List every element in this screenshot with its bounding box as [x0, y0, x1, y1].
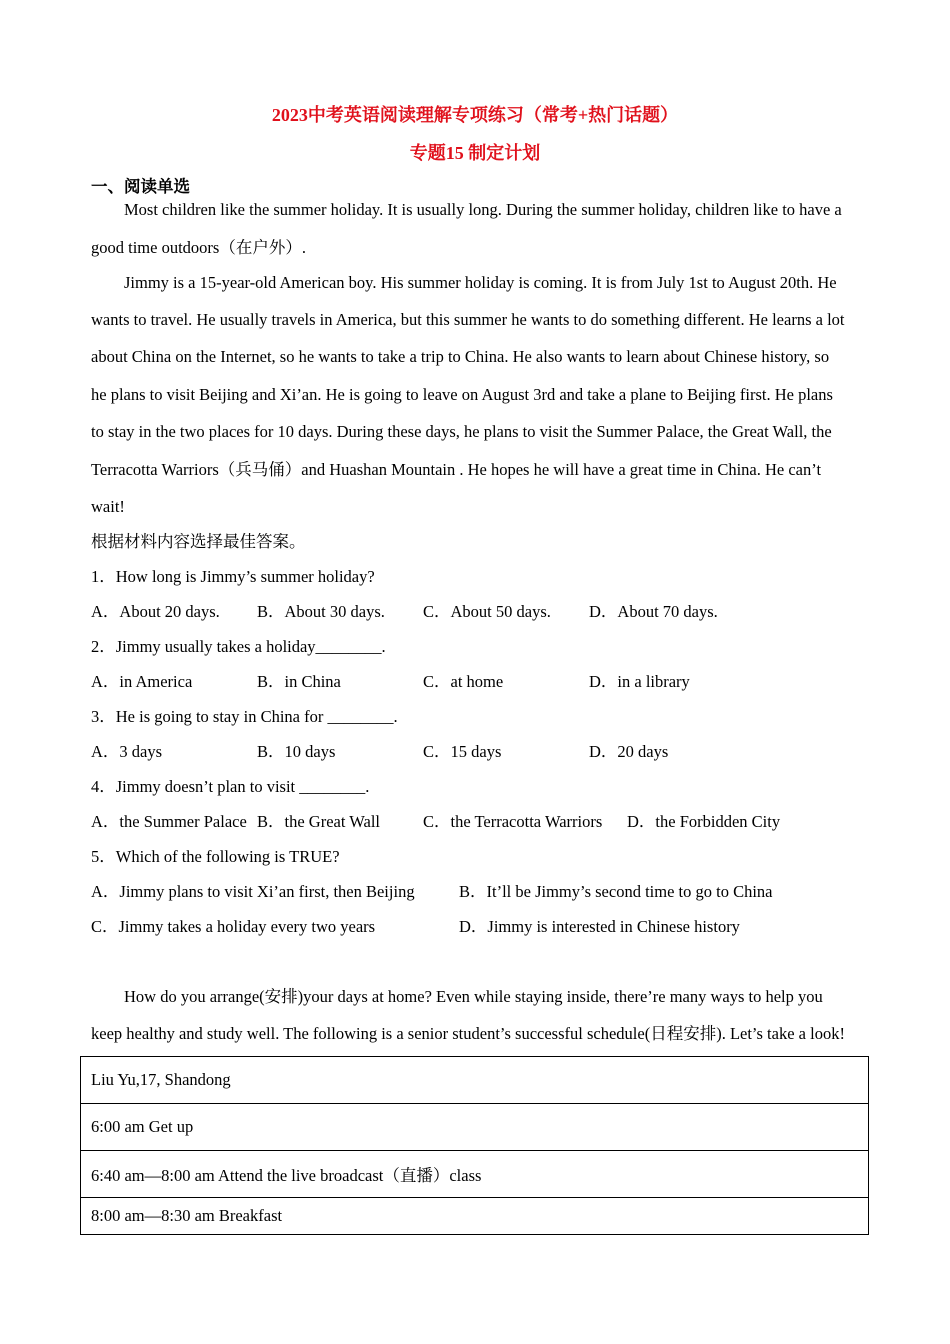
table-row: [81, 1198, 869, 1235]
answer-option[interactable]: D．the Forbidden City: [627, 812, 781, 831]
passage-line: Most children like the summer holiday. It is usually long. During the summer holiday, children like to have a: [124, 200, 842, 219]
answer-option[interactable]: C．at home: [423, 672, 504, 691]
answer-option[interactable]: C．15 days: [423, 742, 502, 761]
answer-option[interactable]: C．About 50 days.: [423, 602, 551, 621]
answer-option[interactable]: B．the Great Wall: [257, 812, 381, 831]
answer-option[interactable]: D．in a library: [589, 672, 690, 691]
question-stem: 2．Jimmy usually takes a holiday________.: [91, 637, 386, 656]
document-title: 2023中考英语阅读理解专项练习（常考+热门话题）: [271, 105, 679, 125]
question-stem: 4．Jimmy doesn’t plan to visit ________.: [91, 777, 370, 796]
answer-option[interactable]: B．About 30 days.: [257, 602, 385, 621]
question-stem: 5．Which of the following is TRUE?: [91, 847, 340, 866]
table-cell: 6:40 am—8:00 am Attend the live broadcast（直播）class: [81, 1151, 869, 1198]
passage-line: Jimmy is a 15-year-old American boy. His summer holiday is coming. It is from July 1st to August 20th. He: [124, 273, 837, 292]
answer-option[interactable]: B．It’ll be Jimmy’s second time to go to China: [459, 882, 773, 901]
passage-line: he plans to visit Beijing and Xi’an. He is going to leave on August 3rd and take a plane to Beijing first. He plans: [91, 385, 833, 404]
section-heading: 一、阅读单选: [91, 177, 190, 196]
answer-option[interactable]: A．the Summer Palace: [91, 812, 247, 831]
table-cell: 6:00 am Get up: [81, 1104, 869, 1151]
passage-line: Terracotta Warriors（兵马俑）and Huashan Mountain . He hopes he will have a great time in China. He can’t: [91, 460, 822, 479]
table-row: [81, 1104, 869, 1151]
answer-option[interactable]: A．3 days: [91, 742, 163, 761]
answer-option[interactable]: A．About 20 days.: [91, 602, 220, 621]
answer-option[interactable]: D．20 days: [589, 742, 669, 761]
schedule-table: [80, 1056, 869, 1235]
table-cell: Liu Yu,17, Shandong: [81, 1057, 869, 1104]
table-cell: 8:00 am—8:30 am Breakfast: [81, 1198, 869, 1235]
answer-option[interactable]: A．in America: [91, 672, 193, 691]
passage-line: wants to travel. He usually travels in America, but this summer he wants to do something different. He learns a lot: [91, 310, 845, 329]
passage-line: wait!: [91, 497, 125, 516]
table-row: [81, 1151, 869, 1198]
question-stem: 1．How long is Jimmy’s summer holiday?: [91, 567, 375, 586]
passage-line: about China on the Internet, so he wants to take a trip to China. He also wants to learn about Chinese history, so: [91, 347, 830, 366]
answer-option[interactable]: D．About 70 days.: [589, 602, 718, 621]
question-stem: 3．He is going to stay in China for ________.: [91, 707, 398, 726]
passage-line: How do you arrange(安排)your days at home? Even while staying inside, there’re many ways to help you: [124, 987, 823, 1006]
answer-option[interactable]: D．Jimmy is interested in Chinese history: [459, 917, 740, 936]
answer-option[interactable]: A．Jimmy plans to visit Xi’an first, then Beijing: [91, 882, 415, 901]
passage-line: to stay in the two places for 10 days. During these days, he plans to visit the Summer Palace, the Great Wall, the: [91, 422, 832, 441]
passage-line: good time outdoors（在户外）.: [91, 238, 306, 257]
answer-option[interactable]: B．10 days: [257, 742, 336, 761]
table-row: [81, 1057, 869, 1104]
document-subtitle: 专题15 制定计划: [409, 143, 541, 163]
passage-line: keep healthy and study well. The following is a senior student’s successful schedule(日程安排). Let’s take a look!: [91, 1024, 845, 1043]
answer-option[interactable]: C．Jimmy takes a holiday every two years: [91, 917, 376, 936]
instruction-text: 根据材料内容选择最佳答案。: [91, 532, 306, 551]
answer-option[interactable]: C．the Terracotta Warriors: [423, 812, 603, 831]
answer-option[interactable]: B．in China: [257, 672, 341, 691]
